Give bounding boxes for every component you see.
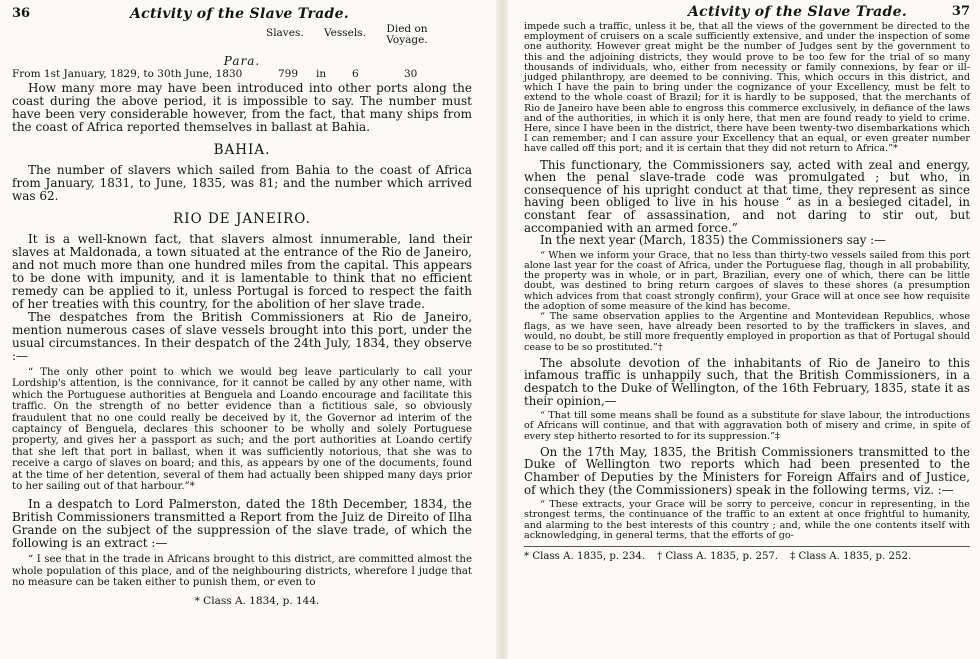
page-number-right: 37 bbox=[951, 4, 970, 19]
stat-died: 30 bbox=[404, 68, 418, 80]
quote-slave-labour: “ That till some means shall be found as a substitute for slave labour, the introductions of Africans will continue, and that with aggravation both of misery and crime, in spite of every step hitherto resorted to for its suppression.”‡ bbox=[524, 410, 970, 442]
book-gutter bbox=[496, 0, 508, 659]
despatch-paragraph: The despatches from the British Commissioners at Rio de Janeiro, mention numerous cases of slave vessels brought into this port, under the usual circumstances. In their despatch of the 24th July, 1834, they observe :— bbox=[12, 310, 472, 363]
rio-heading: RIO DE JANEIRO. bbox=[173, 211, 311, 227]
devotion-paragraph: The absolute devotion of the inhabitants of Rio de Janeiro to this infamous traffic is unhappily such, that the British Commissioners, in a despatch to the Duke of Wellington, of the 16th February, 1835, state it as their opinion,— bbox=[524, 355, 970, 408]
footnote-left: * Class A. 1834, p. 144. bbox=[194, 594, 320, 607]
footnotes-right bbox=[524, 551, 970, 562]
stat-in: in bbox=[316, 68, 327, 80]
para-heading: Para. bbox=[223, 54, 261, 68]
quote-argentine: “ The same observation applies to the Argentine and Montevidean Republics, whose flags, as we have seen, have already been resorted to by the traffickers in slaves, and would, no doubt, be still more frequently employed in proportion as that of Portugal should cease to be so prostituted.”† bbox=[524, 311, 970, 353]
page-number-left: 36 bbox=[12, 6, 31, 21]
running-head-left bbox=[12, 6, 472, 24]
column-header-vessels: Vessels. bbox=[324, 27, 366, 39]
column-header-slaves: Slaves. bbox=[266, 27, 304, 39]
bahia-heading: BAHIA. bbox=[213, 142, 271, 158]
quote-benguela: “ The only other point to which we would beg leave particularly to call your Lordship's attention, is the connivance, for it cannot be called by any other name, with which the Portuguese authorities at Benguela and Loando encourage and facilitate this traffic. On the strength of no better evidence than a fictitious sale, so obviously fraudulent that no one could really be deceived by it, the Governor ad interim of the captaincy of Benguela, declares this schooner to be wholly and solely Portuguese property, and gives her a passport as such; and the port authorities at Loando certify that she left that port in ballast, when it was sufficiently notorious, that she was to receive a cargo of slaves on board; and this, as appears by one of the documents, found at the time of her detention, several of them had actually been shipped many days prior to her sailing out of that harbour.”* bbox=[12, 367, 472, 493]
functionary-paragraph: This functionary, the Commissioners say, acted with zeal and energy, when the penal slave-trade code was promulgated ; but who, in consequence of his upright conduct at that time, they represent as since having been obliged to live in his house “ as in a besieged citadel, in constant fear of assassination, and not daring to stir out, but accompanied with an armed force.” bbox=[524, 157, 970, 235]
quote-thirty-two-vessels: “ When we inform your Grace, that no less than thirty-two vessels sailed from this port alone last year for the coast of Africa, under the Portuguese flag, though in all probability, the property was in whole, or in part, Brazilian, every one of which, there can be little doubt, was destined to bring return cargoes of slaves to these shores (a presumption which advices from that coast strongly confirm), your Grace will at once see how requisite the adoption of some measure of the kind has become. bbox=[524, 249, 970, 312]
quote-continuation: impede such a traffic, unless it be, that all the views of the government be directed to the employment of cruisers on a scale sufficiently extensive, and under the inspection of some one authority. However great might be the number of Judges sent by the government to this and the adjoining districts, they would prove to be too few for the trial of so many thousands of individuals, who, either from necessity or family connexions, by fear or ill-judged philanthropy, are deemed to be conniving. This, which occurs in this district, and which I have the pain to bring under the cognizance of your Excellency, must be felt to extend to the whole coast of Brazil; for it is hardly to be supposed, that the merchants of Rio de Janeiro have been able to engross this commerce exclusively, in defiance of the laws and of the authorities, in which it is only here, that men are found ready to yield to crime. Here, since I have been in the district, there have been twenty-two disembarkations which I can remember; and I can assure your Excellency that an equal, or even greater number have called off this port; and it is certain that they did not return to Africa.”* bbox=[524, 21, 970, 155]
running-title-left: Activity of the Slave Trade. bbox=[130, 6, 349, 22]
footnote-star: * Class A. 1835, p. 234. bbox=[524, 551, 646, 562]
stat-vessels: 6 bbox=[352, 68, 359, 80]
rio-paragraph: It is a well-known fact, that slavers almost innumerable, land their slaves at Maldonada, a town situated at the entrance of the Rio de Janeiro, and not much more than one hundred miles from the capital. This appears to be done with impunity, and it is lamentable to think that no efficient remedy can be applied to it, unless Portugal is forced to respect the faith of her treaties with this country, for the abolition of her slave trade. bbox=[12, 232, 472, 311]
stat-slaves: 799 bbox=[278, 68, 299, 80]
stat-period: From 1st January, 1829, to 30th June, 1830 bbox=[12, 68, 243, 80]
running-head-right bbox=[524, 4, 970, 22]
para-paragraph: How many more may have been introduced into other ports along the coast during the above period, it is impossible to say. The number must have been very considerable however, from the fact, that many ships from the coast of Africa reported themselves in ballast at Bahia. bbox=[12, 81, 472, 134]
footnote-dagger: † Class A. 1835, p. 257. bbox=[657, 551, 779, 562]
may-paragraph: On the 17th May, 1835, the British Commissioners transmitted to the Duke of Wellington two reports which had been presented to the Chamber of Deputies by the Ministers for Foreign Affairs and of Justice, of which they (the Commissioners) speak in the following terms, viz. :— bbox=[524, 444, 970, 497]
next-year-paragraph: In the next year (March, 1835) the Commissioners say :— bbox=[540, 233, 886, 248]
footnote-rule bbox=[524, 546, 970, 547]
quote-ilha-grande: “ I see that in the trade in Africans brought to this district, are committed almost the whole population of this place, and of the neighbouring districts, wherefore I judge that no measure can be taken either to punish them, or even to bbox=[12, 554, 472, 589]
column-headers bbox=[12, 24, 472, 50]
para-stat-row bbox=[12, 68, 472, 82]
column-header-died: Died on Voyage. bbox=[386, 23, 428, 46]
running-title-right: Activity of the Slave Trade. bbox=[688, 4, 907, 20]
palmerston-paragraph: In a despatch to Lord Palmerston, dated the 18th December, 1834, the British Commissioners transmitted a Report from the Juiz de Direito of Ilha Grande on the subject of the suppression of the slave trade, of which the following is an extract :— bbox=[12, 497, 472, 551]
quote-extracts: “ These extracts, your Grace will be sorry to perceive, concur in representing, in the strongest terms, the continuance of the traffic to an extent at once frightful to humanity, and alarming to the best interests of this country ; and, while the one contents itself with acknowledging, in general terms, that the efforts of go- bbox=[524, 499, 970, 541]
footnote-double-dagger: ‡ Class A. 1835, p. 252. bbox=[790, 551, 912, 562]
bahia-paragraph: The number of slavers which sailed from Bahia to the coast of Africa from January, 1831, to June, 1835, was 81; and the number which arrived was 62. bbox=[12, 163, 472, 203]
right-page bbox=[512, 0, 980, 659]
